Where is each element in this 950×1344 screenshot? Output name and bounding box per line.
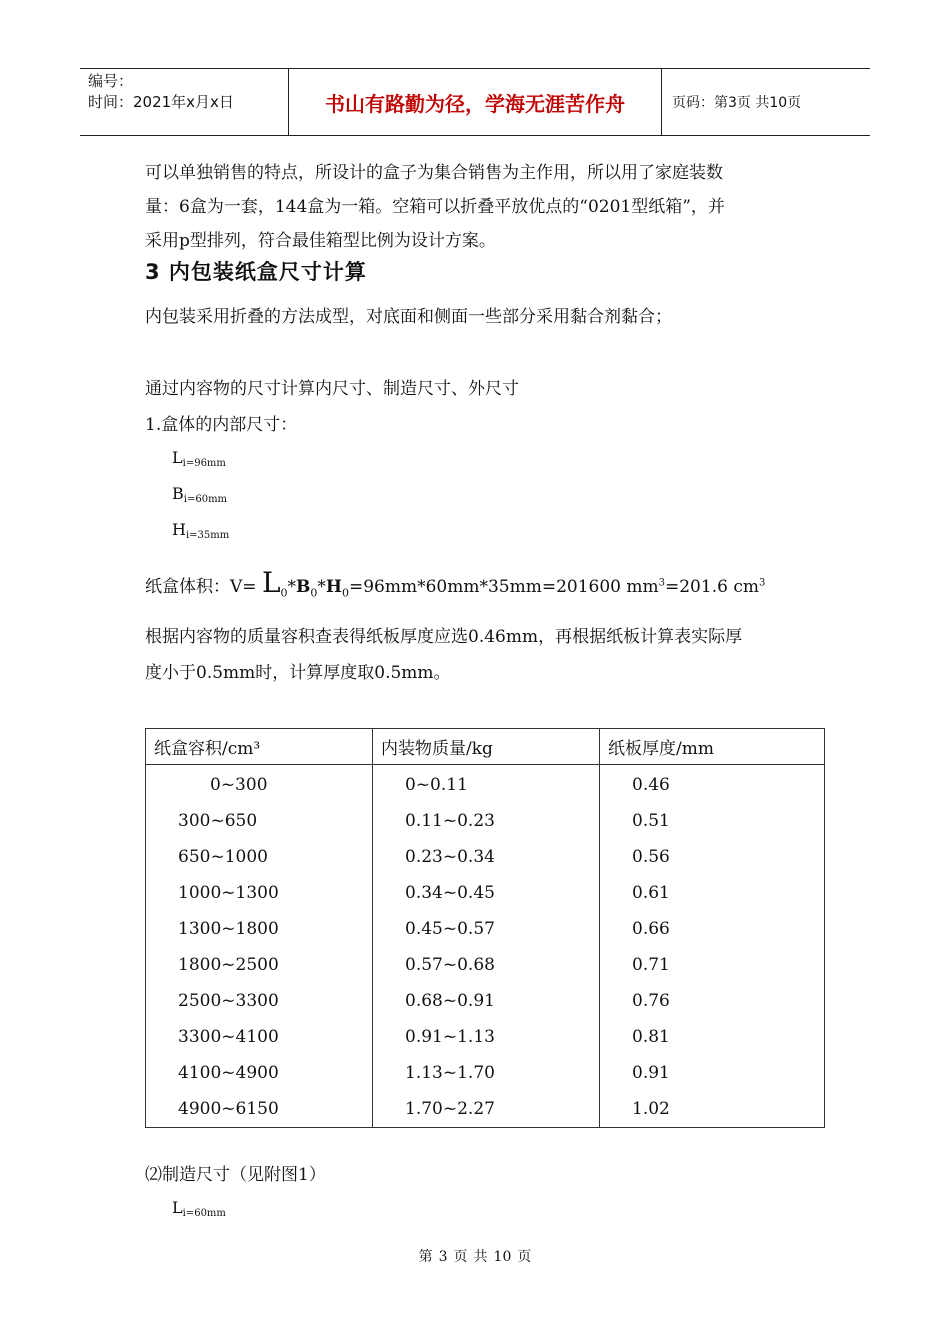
table-cell: 1300~1800 xyxy=(146,911,373,947)
table-cell: 0.91~1.13 xyxy=(373,1019,600,1055)
page-header xyxy=(80,68,870,136)
section-heading: 3 内包装纸盒尺寸计算 xyxy=(145,260,367,284)
table-cell: 300~650 xyxy=(146,803,373,839)
dimension-length: $L_{i=60mm}$ xyxy=(172,1198,226,1219)
dimension-width: $B_{i=60mm}$ xyxy=(172,484,228,505)
table-header-cell: 内装物质量/kg xyxy=(373,729,600,765)
footer-ye: 页 xyxy=(453,1249,468,1265)
thickness-table xyxy=(145,728,825,1128)
table-cell: 3300~4100 xyxy=(146,1019,373,1055)
table-row xyxy=(146,875,825,911)
table-header-row xyxy=(146,729,825,765)
table-header-cell: 纸板厚度/mm xyxy=(600,729,825,765)
table-row xyxy=(146,947,825,983)
volume-formula: 纸盒体积：$V= L_0*B_0*H_0=96mm*60mm*35mm=201600$ $mm^3=201.6$ $cm^3$ xyxy=(145,566,766,600)
table-cell: 0~0.11 xyxy=(373,765,600,804)
table-cell: 0.57~0.68 xyxy=(373,947,600,983)
table-cell: 0.23~0.34 xyxy=(373,839,600,875)
table-cell: 0.61 xyxy=(600,875,825,911)
table-cell: 4100~4900 xyxy=(146,1055,373,1091)
table-row xyxy=(146,983,825,1019)
page-footer xyxy=(0,1246,950,1266)
table-cell: 1.70~2.27 xyxy=(373,1091,600,1128)
table-cell: 0.45~0.57 xyxy=(373,911,600,947)
table-cell: 0.66 xyxy=(600,911,825,947)
table-row xyxy=(146,911,825,947)
table-cell: 1800~2500 xyxy=(146,947,373,983)
footer-di: 第 xyxy=(418,1249,433,1265)
paragraph-line: 可以单独销售的特点，所设计的盒子为集合销售为主作用，所以用了家庭装数 xyxy=(145,163,723,183)
table-cell: 4900~6150 xyxy=(146,1091,373,1128)
table-row xyxy=(146,1019,825,1055)
list-item-heading: 1.盒体的内部尺寸： xyxy=(145,415,298,435)
document-number-label: 编号： xyxy=(88,72,134,90)
list-item-heading: ⑵制造尺寸（见附图1） xyxy=(145,1165,326,1185)
table-cell: 0.81 xyxy=(600,1019,825,1055)
dimension-height: $H_{i=35mm}$ xyxy=(172,520,230,541)
table-row xyxy=(146,1091,825,1128)
paragraph: 内包装采用折叠的方法成型，对底面和侧面一些部分采用黏合剂黏合； xyxy=(145,307,672,327)
table-cell: 1.02 xyxy=(600,1091,825,1128)
table-row xyxy=(146,1055,825,1091)
table-cell: 0.51 xyxy=(600,803,825,839)
table-header-cell: 纸盒容积/cm³ xyxy=(146,729,373,765)
footer-page-number: 3 xyxy=(438,1249,448,1265)
table-cell: 0.71 xyxy=(600,947,825,983)
table-cell: 650~1000 xyxy=(146,839,373,875)
footer-ye2: 页 xyxy=(517,1249,532,1265)
table-cell: 1.13~1.70 xyxy=(373,1055,600,1091)
table-cell: 2500~3300 xyxy=(146,983,373,1019)
paragraph-line: 量：6盒为一套，144盒为一箱。空箱可以折叠平放优点的“0201型纸箱”，并 xyxy=(145,197,725,217)
table-cell: 0.34~0.45 xyxy=(373,875,600,911)
table-row xyxy=(146,803,825,839)
paragraph-line: 根据内容物的质量容积查表得纸板厚度应选0.46mm，再根据纸板计算表实际厚 xyxy=(145,627,743,647)
table-row xyxy=(146,839,825,875)
table-cell: 0.11~0.23 xyxy=(373,803,600,839)
table-cell: 0.76 xyxy=(600,983,825,1019)
footer-gong: 共 xyxy=(473,1249,488,1265)
table-cell: 0.46 xyxy=(600,765,825,804)
table-cell: 1000~1300 xyxy=(146,875,373,911)
header-motto: 书山有路勤为径，学海无涯苦作舟 xyxy=(289,69,662,135)
header-page-label: 页码：第3页 共10页 xyxy=(672,95,802,111)
table-cell: 0.91 xyxy=(600,1055,825,1091)
dimension-length: $L_{i=96mm}$ xyxy=(172,448,226,469)
footer-total-pages: 10 xyxy=(493,1249,512,1265)
header-meta xyxy=(80,69,289,135)
document-date-label: 时间：2021年x月x日 xyxy=(88,93,234,111)
table-cell: 0~300 xyxy=(146,765,373,804)
table-cell: 0.68~0.91 xyxy=(373,983,600,1019)
paragraph: 通过内容物的尺寸计算内尺寸、制造尺寸、外尺寸 xyxy=(145,379,519,399)
table-cell: 0.56 xyxy=(600,839,825,875)
paragraph-line: 采用p型排列，符合最佳箱型比例为设计方案。 xyxy=(145,231,496,251)
table-row xyxy=(146,765,825,804)
paragraph-line: 度小于0.5mm时，计算厚度取0.5mm。 xyxy=(145,663,451,683)
